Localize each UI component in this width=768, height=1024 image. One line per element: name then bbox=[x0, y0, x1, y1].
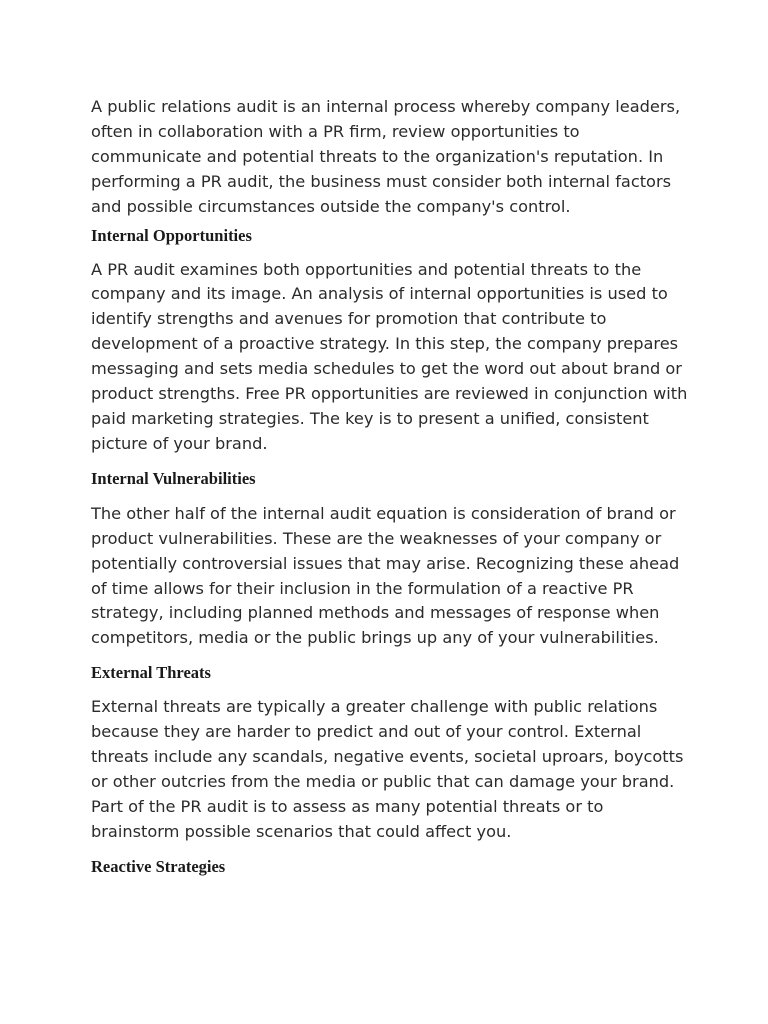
document-page bbox=[91, 95, 691, 877]
section-body-internal-vulnerabilities: The other half of the internal audit equation is consideration of brand or product vulnerabilities. These are the weaknesses of your company or potentially controversial issues that may arise. Recognizing these ahead of time allows for their inclusion in the formulation of a reactive PR strategy, including planned methods and messages of response when competitors, media or the public brings up any of your vulnerabilities. bbox=[91, 503, 680, 648]
section-heading-internal-opportunities: Internal Opportunities bbox=[91, 225, 252, 245]
section-heading-internal-vulnerabilities: Internal Vulnerabilities bbox=[91, 468, 256, 488]
section-heading-external-threats: External Threats bbox=[91, 663, 211, 683]
section-heading-reactive-strategies: Reactive Strategies bbox=[91, 856, 226, 876]
section-body-external-threats: External threats are typically a greater challenge with public relations because they are harder to predict and out of your control. External threats include any scandals, negative events, societal uproars, boycotts or other outcries from the media or public that can damage your brand. Part of the PR audit is to assess as many potential threats or to brainstorm possible scenarios that could affect you. bbox=[91, 697, 684, 841]
section-body-internal-opportunities: A PR audit examines both opportunities and potential threats to the company and its image. An analysis of internal opportunities is used to identify strengths and avenues for promotion that contribute to development of a proactive strategy. In this step, the company prepares messaging and sets media schedules to get the word out about brand or product strengths. Free PR opportunities are reviewed in conjunction with paid marketing strategies. The key is to present a unified, consistent picture of your brand. bbox=[91, 259, 688, 453]
intro-paragraph: A public relations audit is an internal process whereby company leaders, often in collaboration with a PR firm, review opportunities to communicate and potential threats to the organization's reputation. In performing a PR audit, the business must consider both internal factors and possible circumstances outside the company's control. bbox=[91, 97, 681, 216]
